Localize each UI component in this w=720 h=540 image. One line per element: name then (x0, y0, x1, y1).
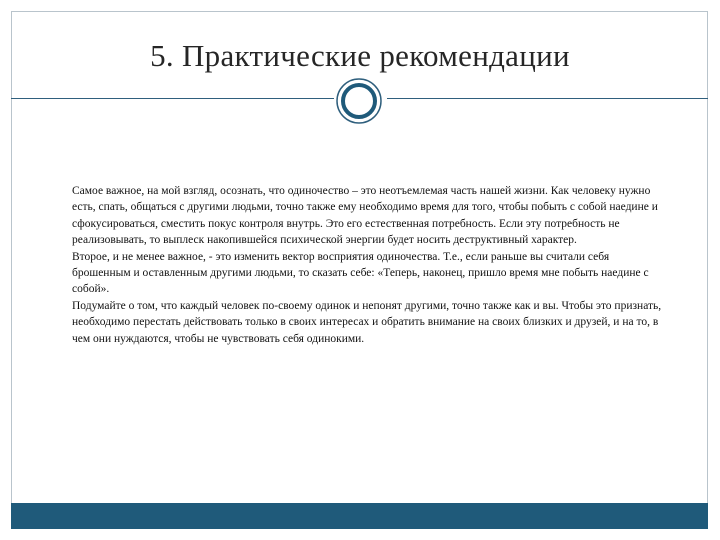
title-divider-left (11, 98, 334, 99)
slide-body-text (72, 183, 662, 347)
paragraph-others-needs: Подумайте о том, что каждый человек по-своему одинок и непонят другими, точно также как и вы. Чтобы это признать, необходимо перестать действовать только в своих интересах и обратить внимание на своих близких и друзей, и на то, в чем они нуждаются, чтобы не чувствовать себя одинокими. (72, 299, 662, 345)
slide-title: 5. Практические рекомендации (150, 38, 570, 73)
circle-ornament-icon (335, 77, 383, 125)
footer-bar (11, 503, 708, 529)
paragraph-loneliness-acceptance: Самое важное, на мой взгляд, осознать, что одиночество – это неотъемлемая часть нашей жизни. Как человеку нужно есть, спать, общаться с другими людьми, точно также ему необходимо время для того, чтобы побыть с собой наедине и сфокусироваться, сместить покус контроля внутрь. Это его естественная потребность. Если эту потребность не реализовывать, то выплеск накопившейся психической энергии будет носить деструктивный характер. (72, 185, 658, 247)
paragraph-perception-vector: Второе, и не менее важное, - это изменить вектор восприятия одиночества. Т.е., если раньше вы считали себя брошенным и оставленным другими людьми, то сказать себе: «Теперь, наконец, пришло время мне побыть наедине с собой». (72, 250, 649, 296)
title-divider-right (387, 98, 708, 99)
